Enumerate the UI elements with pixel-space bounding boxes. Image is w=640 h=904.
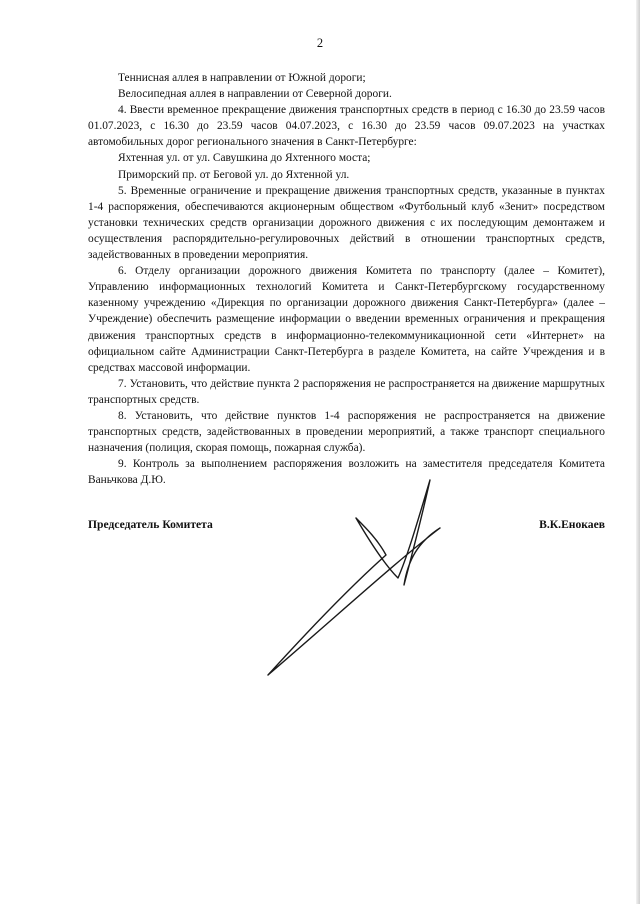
paragraph-item-8: 8. Установить, что действие пунктов 1-4 распоряжения не распространяется на движение транспортных средств, задействованных в проведении мероприятий, а также транспорт специального назначения (полиция, скорая помощь, пожарная служба).: [88, 409, 605, 455]
paragraph-tennis-alley: Теннисная аллея в направлении от Южной дороги;: [118, 72, 366, 84]
paragraph-item-6: 6. Отделу организации дорожного движения Комитета по транспорту (далее – Комитет), Управлению информационных технологий Комитета и Санкт-Петербургскому государственному казенному учреждению «Дирекция по организации дорожного движения Санкт-Петербурга» (далее – Учреждение) обеспечить размещение информации о введении временных ограничения и прекращения движения транспортных средств в информационно-телекоммуникационной сети «Интернет» на официальном сайте Администрации Санкт-Петербурга в разделе Комитета, на сайте Учреждения и в средствах массовой информации.: [88, 265, 605, 374]
paragraph-item-9: 9. Контроль за выполнением распоряжения возложить на заместителя председателя Комитета Ваньчкова Д.Ю.: [88, 458, 605, 487]
signatory-position: Председатель Комитета: [88, 518, 213, 531]
document-body: [88, 70, 605, 488]
signatory-name: В.К.Енокаев: [539, 518, 605, 531]
paragraph-yakhtennaya-street: Яхтенная ул. от ул. Савушкина до Яхтенного моста;: [118, 152, 371, 165]
paragraph-item-4: 4. Ввести временное прекращение движения транспортных средств в период с 16.30 до 23.59 часов 01.07.2023, с 16.30 до 23.59 часов 04.07.2023, с 16.30 до 23.59 часов 09.07.2023 на участках автомобильных дорог регионального значения в Санкт-Петербурге:: [88, 104, 605, 149]
handwritten-signature: [258, 470, 448, 680]
paragraph-primorsky-prospect: Приморский пр. от Беговой ул. до Яхтенной ул.: [118, 168, 350, 181]
scan-edge-shadow: [636, 0, 640, 904]
paragraph-item-5: 5. Временные ограничение и прекращение движения транспортных средств, указанные в пунктах 1-4 распоряжения, обеспечиваются акционерным обществом «Футбольный клуб «Зенит» посредством установки технических средств организации дорожного движения с их последующим демонтажем и осуществления распорядительно-регулировочных действий в отношении транспортных средств, задействованных в проведении мероприятия.: [88, 184, 605, 262]
paragraph-bicycle-alley: Велосипедная аллея в направлении от Северной дороги.: [118, 88, 392, 101]
paragraph-item-7: 7. Установить, что действие пункта 2 распоряжения не распространяется на движение маршрутных транспортных средств.: [88, 377, 605, 406]
page-number: 2: [316, 36, 324, 50]
